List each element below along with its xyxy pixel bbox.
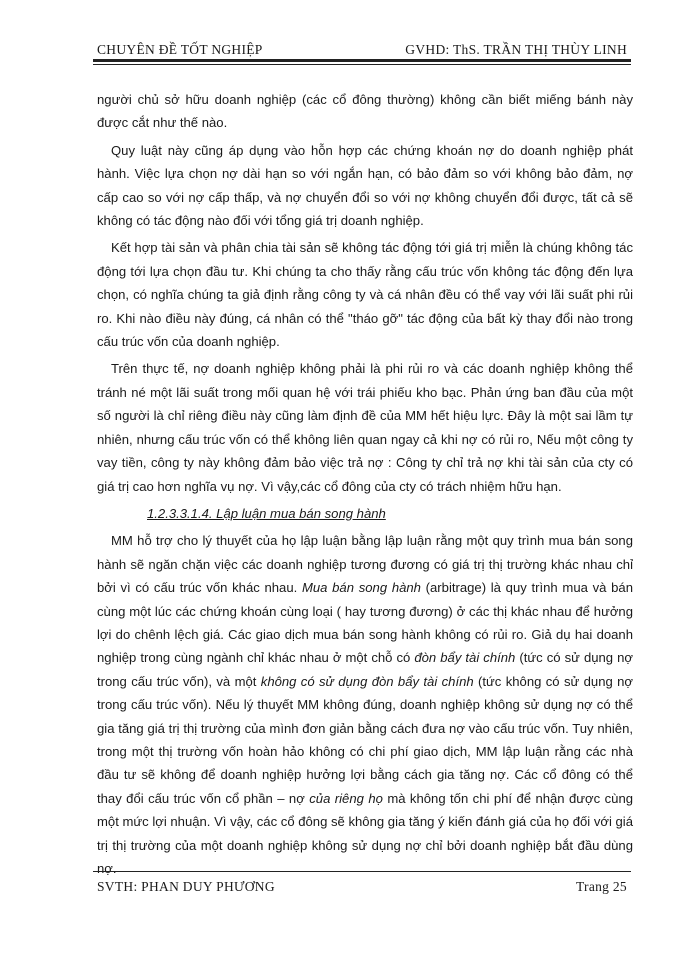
italic-term-no-leverage: không có sử dụng đòn bẩy tài chính <box>260 673 474 689</box>
paragraph-arbitrage <box>97 529 633 880</box>
italic-term-leverage: đòn bẩy tài chính <box>414 650 516 666</box>
paragraph-debt-mix: Quy luật này cũng áp dụng vào hỗn hợp các chứng khoán nợ do doanh nghiệp phát hành. Việc lựa chọn nợ dài hạn so với ngắn hạn, có bảo đảm so với không bảo đảm, nợ cấp cao so với nợ cấp thấp, và nợ chuyển đổi so với nợ không chuyển đổi được, tất cả sẽ không có tác động nào đối với tổng giá trị doanh nghiệp. <box>97 142 633 229</box>
footer-rule <box>93 871 631 872</box>
header-rule-thick <box>93 59 631 62</box>
paragraph-asset-combination: Kết hợp tài sản và phân chia tài sản sẽ không tác động tới giá trị miễn là chúng không tác động tới lựa chọn đầu tư. Khi chúng ta cho thấy rằng cấu trúc vốn không tác động đến lựa chọn, có nghĩa chúng ta giả định rằng công ty và cá nhân đều có thể vay với lãi suất phi rủi ro. Khi nào điều này đúng, cá nhân có thể "tháo gỡ" tác động của bất kỳ thay đổi nào trong cấu trúc vốn của doanh nghiệp. <box>97 240 633 350</box>
paragraph-risky-debt: Trên thực tế, nợ doanh nghiệp không phải là phi rủi ro và các doanh nghiệp không thể tránh né một lãi suất trong mối quan hệ với trái phiếu kho bạc. Phản ứng ban đầu của một số người là chỉ riêng điều này cũng làm định đề của MM hết hiệu lực. Đây là một sai lầm tự nhiên, nhưng cấu trúc vốn có thể không liên quan ngay cả khi nợ có rủi ro, Nếu một công ty vay tiền, công ty này không đảm bảo việc trả nợ : Công ty chỉ trả nợ khi tài sản của cty có giá trị cao hơn nghĩa vụ nợ. Vì vậy,các cổ đông của cty có trách nhiệm hữu hạn. <box>97 361 633 494</box>
header-advisor: GVHD: ThS. TRẦN THỊ THÙY LINH <box>405 42 627 57</box>
section-subheading: 1.2.3.3.1.4. Lập luận mua bán song hành <box>147 505 386 521</box>
page-number: Trang 25 <box>575 879 627 894</box>
text-run: (tức có sử dụng nợ trong cấu trúc vốn), và một <box>97 650 634 689</box>
text-run: mà không tốn chi phí để nhận được cùng một mức lợi nhuận. Vì vậy, các cổ đông sẽ không gia tăng ý kiến đánh giá của họ đối với giá trị thị trường của một doanh nghiệp không sử dụng nợ chỉ bởi doanh nghiệp bắt đầu dùng nợ. <box>97 790 634 876</box>
text-run: MM hỗ trợ cho lý thuyết của họ lập luận bằng lập luận rằng một quy trình mua bán song hành sẽ ngăn chặn việc các doanh nghiệp tương đương có giá trị thị trường khác nhau chỉ bởi vì có cấu trúc vốn khác nhau. <box>97 533 633 596</box>
italic-term-own: của riêng họ <box>309 790 383 806</box>
text-run: (arbitrage) là quy trình mua và bán cùng một lúc các chứng khoán cùng loại ( hay tương đương) ở các thị khác nhau để hưởng lợi do chênh lệch giá. Các giao dịch mua bán song hành không có rủi ro. Giả dụ hai doanh nghiệp trong cùng ngành chỉ khác nhau ở một chỗ có <box>97 580 633 666</box>
paragraph-continuation: người chủ sở hữu doanh nghiệp (các cổ đông thường) không cần biết miếng bánh này được cắt như thế nào. <box>97 92 633 131</box>
italic-term-arbitrage: Mua bán song hành <box>301 580 421 596</box>
text-run: (tức không có sử dụng nợ trong cấu trúc vốn). Nếu lý thuyết MM không đúng, doanh nghiệp không sử dụng nợ có thể gia tăng giá trị thị trường của mình đơn giản bằng cách đưa nợ vào cấu trúc vốn. Tuy nhiên, trong một thị trường vốn hoàn hảo không có chi phí giao dịch, MM lập luận rằng các nhà đầu tư sẽ không để doanh nghiệp hưởng lợi bằng cách gia tăng nợ. Các cổ đông có thể thay đổi cấu trúc vốn cổ phần – nợ <box>97 673 633 806</box>
footer-student: SVTH: PHAN DUY PHƯƠNG <box>97 879 275 894</box>
header-rule-thin <box>93 64 631 65</box>
document-body <box>97 88 633 884</box>
header-course-title: CHUYÊN ĐỀ TỐT NGHIỆP <box>97 42 263 57</box>
